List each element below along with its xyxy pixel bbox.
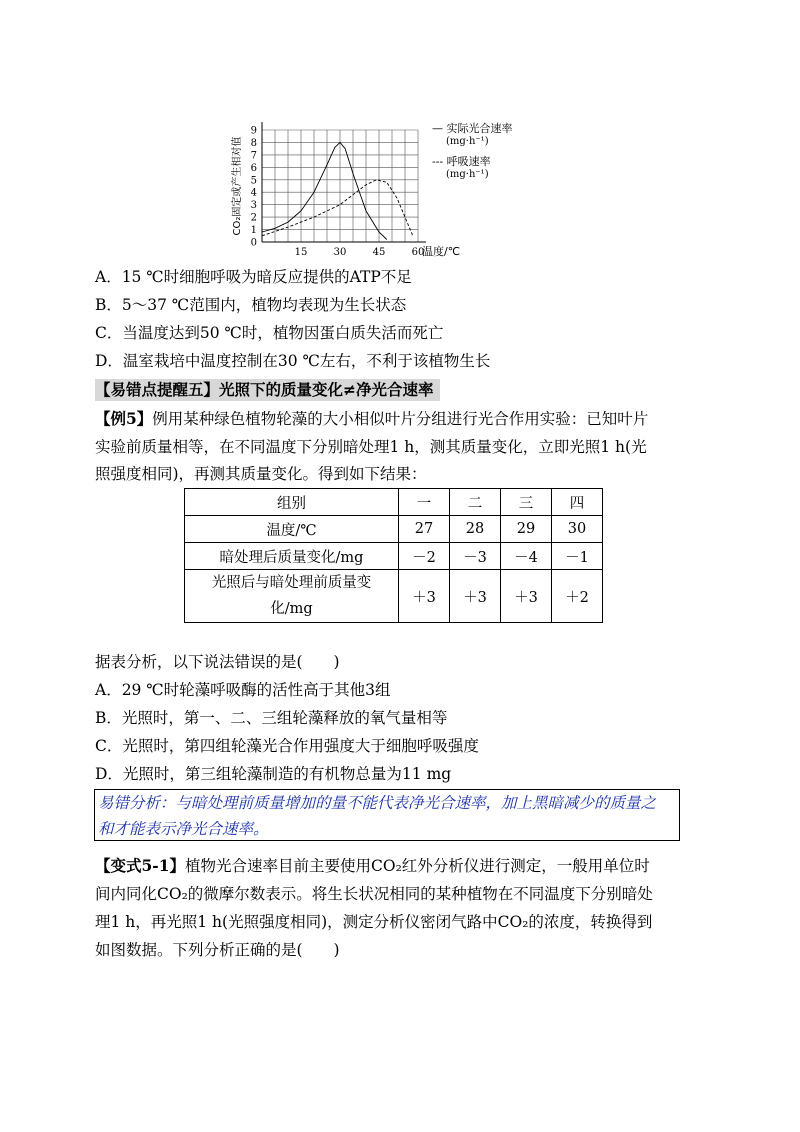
variant-label: 【变式5-1】 — [95, 856, 186, 875]
tip-line-2: 和才能表示净光合速率。 — [98, 820, 269, 838]
results-table — [184, 488, 603, 623]
q1-option-b: B．5～37 ℃范围内，植物均表现为生长状态 — [95, 296, 407, 314]
y-tick-label: 1 — [250, 225, 257, 237]
y-tick-label: 6 — [250, 162, 257, 174]
y-tick-label: 2 — [250, 212, 257, 224]
x-tick-label: 60 — [411, 247, 425, 258]
y-tick-label: 4 — [250, 187, 257, 199]
table-row: 温度/℃ 27 28 29 30 — [185, 516, 603, 543]
y-tick-label: 9 — [250, 125, 257, 137]
q1-option-a: A．15 ℃时细胞呼吸为暗反应提供的ATP不足 — [95, 268, 412, 286]
table-row: 暗处理后质量变化/mg －2 －3 －4 －1 — [185, 543, 603, 570]
y-axis-label: CO₂固定或产生相对值 — [232, 136, 243, 236]
variant-line-4: 如图数据。下列分析正确的是( ) — [95, 941, 340, 959]
q2-option-b: B．光照时，第一、二、三组轮藻释放的氧气量相等 — [95, 709, 448, 727]
example-label: 【例5】 — [95, 409, 153, 428]
q2-option-c: C．光照时，第四组轮藻光合作用强度大于细胞呼吸强度 — [95, 737, 479, 755]
table-row: 光照后与暗处理前质量变 化/mg ＋3 ＋3 ＋3 ＋2 — [185, 570, 603, 623]
q2-option-d: D．光照时，第三组轮藻制造的有机物总量为11 mg — [95, 765, 452, 783]
q2-option-a: A．29 ℃时轮藻呼吸酶的活性高于其他3组 — [95, 681, 391, 699]
legend-actual-photosynthesis: — 实际光合速率 (mg·h⁻¹) — [432, 122, 513, 147]
tip-line-1: 易错分析：与暗处理前质量增加的量不能代表净光合速率，加上黑暗减少的质量之 — [98, 794, 657, 812]
series-line-respiration — [262, 180, 413, 236]
q1-option-c: C．当温度达到50 ℃时，植物因蛋白质失活而死亡 — [95, 324, 444, 342]
variant-line-1: 【变式5-1】植物光合速率目前主要使用CO₂红外分析仪进行测定，一般用单位时 — [95, 856, 650, 875]
y-tick-label: 0 — [250, 237, 257, 249]
x-tick-label: 15 — [294, 247, 308, 258]
error-analysis-box — [94, 789, 680, 841]
y-tick-label: 3 — [250, 200, 257, 212]
y-tick-label: 5 — [250, 175, 257, 187]
y-tick-label: 8 — [250, 137, 257, 149]
q1-option-d: D．温室栽培中温度控制在30 ℃左右，不利于该植物生长 — [95, 352, 491, 370]
legend-respiration: --- 呼吸速率 (mg·h⁻¹) — [432, 155, 491, 180]
example-line-1: 【例5】例用某种绿色植物轮藻的大小相似叶片分组进行光合作用实验：已知叶片 — [95, 409, 649, 428]
x-tick-label: 30 — [333, 247, 347, 258]
x-tick-label: 45 — [372, 247, 386, 258]
variant-line-2: 间内同化CO₂的微摩尔数表示。将生长状况相同的某种植物在不同温度下分别暗处 — [95, 885, 653, 903]
section-heading: 【易错点提醒五】光照下的质量变化≠净光合速率 — [95, 379, 440, 401]
variant-line-3: 理1 h，再光照1 h(光照强度相同)，测定分析仪密闭气路中CO₂的浓度，转换得到 — [95, 913, 653, 931]
example-line-3: 照强度相同)，再测其质量变化。得到如下结果： — [95, 465, 427, 483]
series-line-actual-photosynthesis — [262, 142, 387, 239]
q2-stem: 据表分析，以下说法错误的是( ) — [95, 653, 340, 671]
y-tick-label: 7 — [250, 150, 257, 162]
x-axis-label: 温度/℃ — [422, 245, 461, 258]
example-line-2: 实验前质量相等，在不同温度下分别暗处理1 h，测其质量变化，立即光照1 h(光 — [95, 438, 647, 456]
table-header-row: 组别 一 二 三 四 — [185, 489, 603, 516]
